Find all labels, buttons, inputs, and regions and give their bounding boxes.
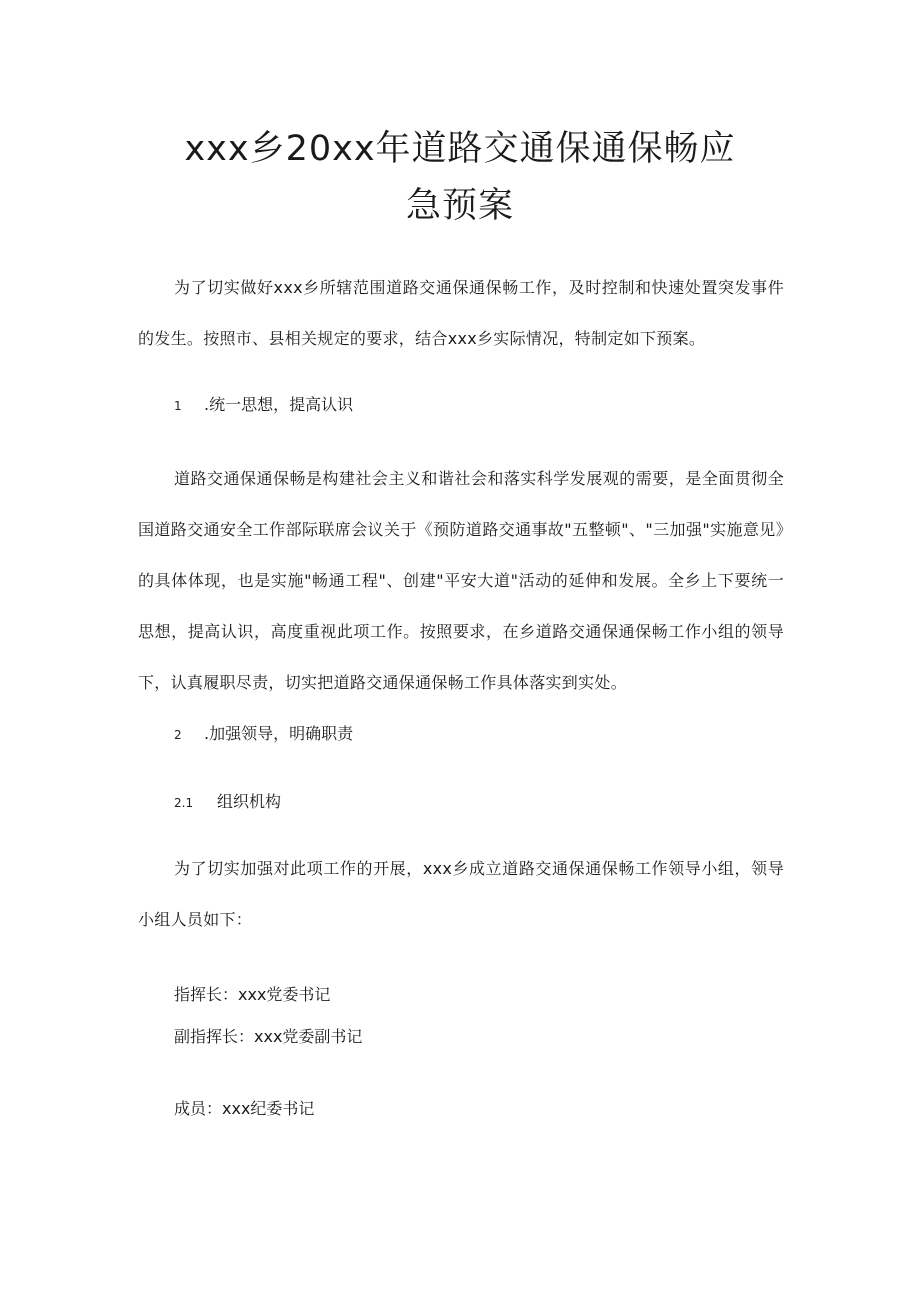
section-2-number: 2 [174,728,182,742]
document-title-line1: xxx乡20xx年道路交通保通保畅应 [184,129,736,169]
section-1-body: 道路交通保通保畅是构建社会主义和谐社会和落实科学发展观的需要，是全面贯彻全国道路交通安全工作部际联席会议关于《预防道路交通事故"五整顿"、"三加强"实施意见》的具体体现，也是实施"畅通工程"、创建"平安大道"活动的延伸和发展。全乡上下要统一思想，提高认识，高度重视此项工作。按照要求，在乡道路交通保通保畅工作小组的领导下，认真履职尽责，切实把道路交通保通保畅工作具体落实到实处。 [138,469,784,692]
section-1-title: .统一思想，提高认识 [204,395,354,414]
member-member: 成员：xxx纪委书记 [174,1099,315,1118]
member-deputy-commander: 副指挥长：xxx党委副书记 [174,1027,363,1046]
section-2-1-number: 2.1 [174,796,194,810]
section-2-1-body: 为了切实加强对此项工作的开展，xxx乡成立道路交通保通保畅工作领导小组，领导小组人员如下： [138,859,784,929]
section-1-heading [174,393,353,418]
section-2-1-title: 组织机构 [217,792,282,811]
intro-paragraph: 为了切实做好xxx乡所辖范围道路交通保通保畅工作，及时控制和快速处置突发事件的发生。按照市、县相关规定的要求，结合xxx乡实际情况，特制定如下预案。 [138,278,784,348]
member-commander: 指挥长：xxx党委书记 [174,985,331,1004]
section-2-title: .加强领导，明确职责 [204,724,354,743]
section-2-1-heading [174,790,281,815]
document-title-line2: 急预案 [405,186,514,226]
section-2-heading [174,722,353,747]
section-1-number: 1 [174,399,182,413]
